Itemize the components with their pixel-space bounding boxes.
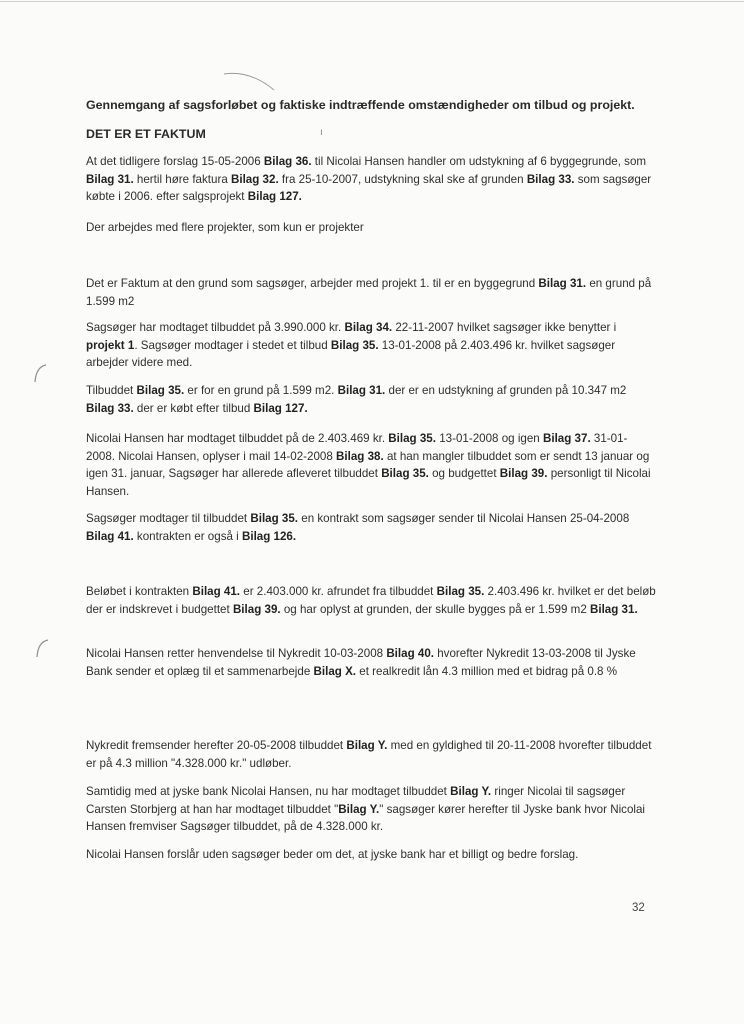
text-run: Det er Faktum at den grund som sagsøger, arbejder med projekt 1. til er en byggegrund xyxy=(86,277,539,290)
scan-edge-line xyxy=(0,1,744,2)
bold-reference: Bilag 35. xyxy=(381,467,429,480)
paragraph-9 xyxy=(86,645,656,680)
punch-hole-mark-upper xyxy=(30,362,50,386)
bold-reference: Bilag 35. xyxy=(436,585,485,598)
text-run: som sagsøger købte i 2006. efter salgsprojekt xyxy=(86,172,652,203)
text-run: Sagsøger har modtaget tilbuddet på 3.990.000 kr. xyxy=(86,321,345,334)
text-run: kontrakten er også i xyxy=(133,529,242,543)
paragraph-11 xyxy=(86,783,656,836)
text-run: er for en grund på 1.599 m2. xyxy=(184,384,338,397)
paragraph-6 xyxy=(86,430,656,500)
paragraph-10 xyxy=(86,737,656,772)
bold-reference: Bilag 127. xyxy=(253,401,308,415)
bold-reference: Bilag 31. xyxy=(589,602,638,616)
bold-reference: Bilag 37. xyxy=(542,432,591,445)
text-run: hertil høre faktura xyxy=(133,172,231,186)
document-subtitle: DET ER ET FAKTUM xyxy=(86,127,206,141)
bold-reference: Bilag 127. xyxy=(247,190,302,203)
paragraph-2 xyxy=(86,219,656,237)
paragraph-3 xyxy=(86,275,656,310)
text-run: der er købt efter tilbud xyxy=(133,401,254,415)
bold-reference: Bilag 32. xyxy=(230,172,279,186)
text-run: der er en udstykning af grunden på 10.347 m2 xyxy=(385,384,627,397)
text-run: 13-01-2008 og igen xyxy=(435,432,543,445)
text-run: Beløbet i kontrakten xyxy=(86,585,193,598)
text-run: personligt til Nicolai Hansen. xyxy=(86,467,651,498)
page-number: 32 xyxy=(632,902,645,914)
paragraph-12 xyxy=(86,846,656,864)
text-run: " sagsøger kører herefter til Jyske bank hvor Nicolai Hansen fremviser Sagsøger tilbuddet, på de 4.328.000 kr. xyxy=(86,802,645,833)
text-run: et realkredit lån 4.3 million med et bidrag på 0.8 % xyxy=(356,664,618,678)
stray-mark: ı xyxy=(320,127,323,138)
text-run: 2.403.496 kr. hvilket er det beløb der er indskrevet i budgettet xyxy=(86,585,656,616)
text-run: fra 25-10-2007, udstykning skal ske af grunden xyxy=(278,172,527,186)
text-run: med en gyldighed til 20-11-2008 hvorefter tilbuddet er på 4.3 million "4.328.000 kr." udløber. xyxy=(86,739,652,770)
bold-reference: Bilag 35. xyxy=(388,432,436,445)
text-run: 22-11-2007 hvilket sagsøger ikke benytter i xyxy=(392,321,617,334)
text-run: Nicolai Hansen retter henvendelse til Nykredit 10-03-2008 xyxy=(86,647,387,660)
text-run: ringer Nicolai til sagsøger Carsten Storbjerg at han har modtaget tilbuddet " xyxy=(86,785,626,816)
bold-reference: Bilag 31. xyxy=(86,172,134,186)
text-run: 31-01-2008. Nicolai Hansen, oplyser i mail 14-02-2008 xyxy=(86,432,628,463)
paragraph-7 xyxy=(86,510,656,545)
text-run: Sagsøger modtager til tilbuddet xyxy=(86,512,251,525)
bold-reference: Bilag 31. xyxy=(337,384,386,397)
text-run: Tilbuddet xyxy=(86,384,137,397)
paragraph-5 xyxy=(86,382,656,417)
text-run: er 2.403.000 kr. afrundet fra tilbuddet xyxy=(240,585,437,598)
bold-reference: Bilag 31. xyxy=(538,277,587,290)
bold-reference: Bilag 35. xyxy=(136,384,185,397)
paragraph-8 xyxy=(86,583,656,618)
bold-reference: Bilag 39. xyxy=(232,602,281,616)
bold-reference: Bilag 33. xyxy=(86,401,134,415)
bold-reference: Bilag 34. xyxy=(344,321,393,334)
text-run: 13-01-2008 på 2.403.496 kr. hvilket sagsøger arbejder videre med. xyxy=(86,338,616,369)
bold-reference: Bilag Y. xyxy=(346,739,388,752)
text-run: en kontrakt som sagsøger sender til Nicolai Hansen 25-04-2008 xyxy=(298,512,630,525)
document-title: Gennemgang af sagsforløbet og faktiske indtræffende omstændigheder om tilbud og projekt. xyxy=(86,98,635,112)
bold-reference: Bilag 126. xyxy=(241,529,297,543)
bold-reference: Bilag Y. xyxy=(450,785,492,798)
paragraph-4 xyxy=(86,319,656,372)
bold-reference: Bilag 35. xyxy=(250,512,299,525)
bold-reference: Bilag 41. xyxy=(192,585,241,598)
bold-reference: Bilag 35. xyxy=(330,338,379,352)
text-run: til Nicolai Hansen handler om udstykning af 6 byggegrunde, som xyxy=(311,155,647,168)
text-run: hvorefter Nykredit 13-03-2008 til Jyske Bank sender et oplæg til et sammenarbejde xyxy=(86,647,636,678)
bold-reference: Bilag Y. xyxy=(338,802,380,816)
bold-reference: Bilag 36. xyxy=(263,155,312,168)
bold-reference: Bilag 39. xyxy=(499,467,548,480)
text-run: . Sagsøger modtager i stedet et tilbud xyxy=(134,338,331,352)
text-run: Nicolai Hansen forslår uden sagsøger beder om det, at jyske bank har et billigt og bedre forslag. xyxy=(86,848,579,861)
text-run: Samtidig med at jyske bank Nicolai Hansen, nu har modtaget tilbuddet xyxy=(86,785,451,798)
text-run: Nykredit fremsender herefter 20-05-2008 tilbuddet xyxy=(86,739,347,752)
text-run: en grund på 1.599 m2 xyxy=(86,277,652,308)
bold-reference: Bilag 41. xyxy=(86,529,134,543)
text-run: og har oplyst at grunden, der skulle bygges på er 1.599 m2 xyxy=(280,602,590,616)
text-run: og budgettet xyxy=(428,467,500,480)
text-run: Nicolai Hansen har modtaget tilbuddet på de 2.403.469 kr. xyxy=(86,432,389,445)
paragraph-1 xyxy=(86,153,656,206)
text-run: At det tidligere forslag 15-05-2006 xyxy=(86,155,264,168)
bold-reference: Bilag 38. xyxy=(336,449,384,463)
bold-reference: Bilag X. xyxy=(313,664,357,678)
text-run: Der arbejdes med flere projekter, som kun er projekter xyxy=(86,221,364,234)
pen-stroke-mark xyxy=(222,68,282,98)
bold-reference: Bilag 40. xyxy=(386,647,434,660)
punch-hole-mark-lower xyxy=(32,637,52,661)
bold-reference: projekt 1 xyxy=(86,338,135,352)
bold-reference: Bilag 33. xyxy=(526,172,575,186)
text-run: at han mangler tilbuddet som er sendt 13 januar og igen 31. januar, Sagsøger har allerede afleveret tilbuddet xyxy=(86,449,650,480)
